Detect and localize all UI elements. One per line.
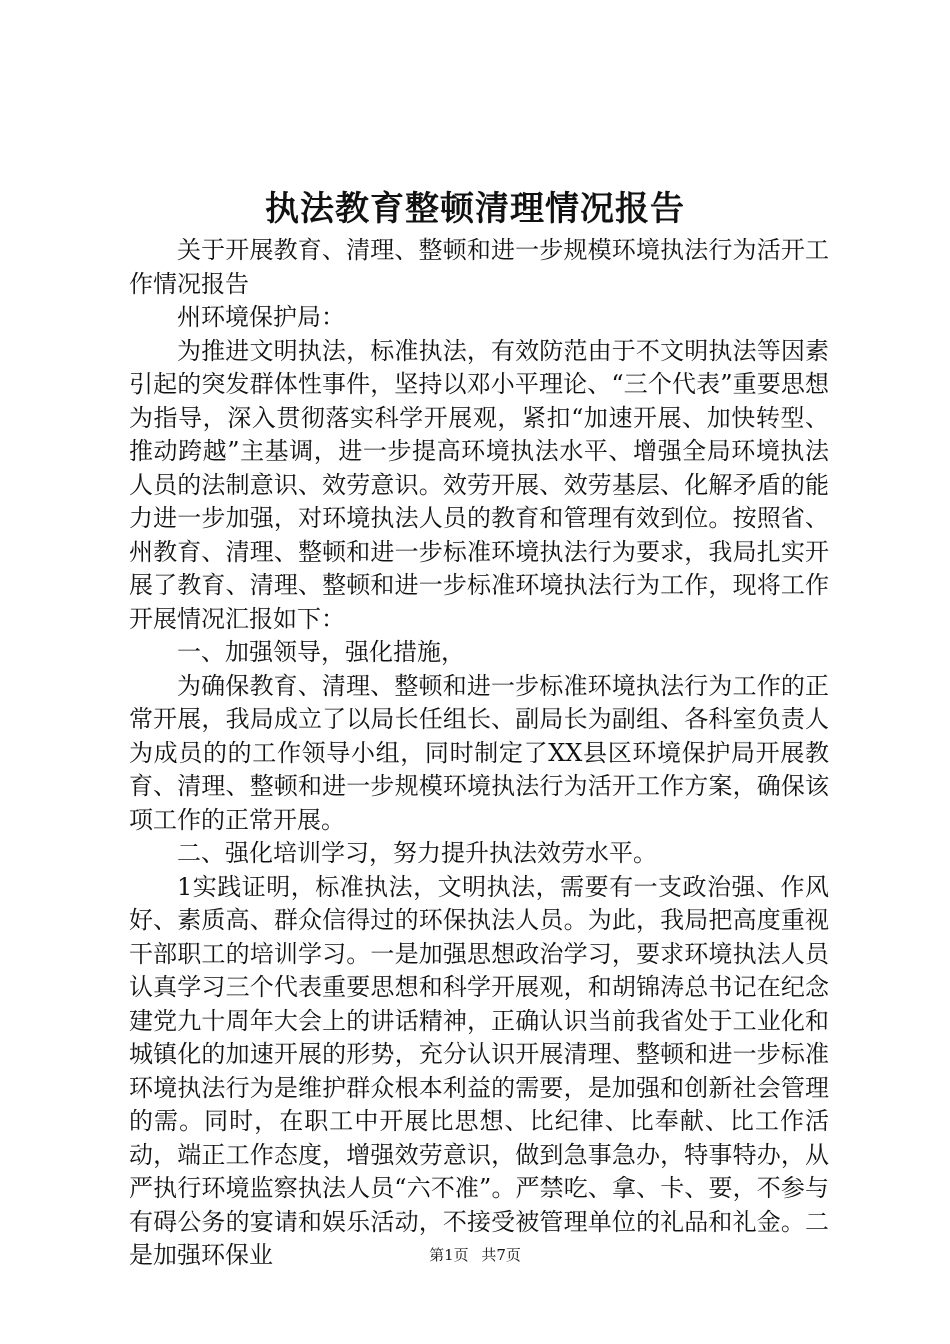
- document-body: [129, 234, 829, 1273]
- page-number: 第1页: [429, 1246, 469, 1264]
- section-heading-2: 二、强化培训学习，努力提升执法效劳水平。: [177, 839, 657, 867]
- document-title: 执法教育整顿清理情况报告: [265, 189, 685, 229]
- section-heading-1: 一、加强领导，强化措施，: [177, 638, 465, 666]
- page-footer: [0, 1245, 950, 1265]
- section-1-paragraph: 为确保教育、清理、整顿和进一步标准环境执法行为工作的正常开展，我局成立了以局长任组长、副局长为副组、各科室负责人为成员的的工作领导小组，同时制定了XX县区环境保护局开展教育、清理、整顿和进一步规模环境执法行为活开工作方案，确保该项工作的正常开展。: [129, 671, 829, 834]
- intro-paragraph: 为推进文明执法，标准执法，有效防范由于不文明执法等因素引起的突发群体性事件，坚持以邓小平理论、“三个代表”重要思想为指导，深入贯彻落实科学开展观，紧扣“加速开展、加快转型、推动跨越”主基调，进一步提高环境执法水平、增强全局环境执法人员的法制意识、效劳意识。效劳开展、效劳基层、化解矛盾的能力进一步加强，对环境执法人员的教育和管理有效到位。按照省、州教育、清理、整顿和进一步标准环境执法行为要求，我局扎实开展了教育、清理、整顿和进一步标准环境执法行为工作，现将工作开展情况汇报如下：: [129, 336, 829, 633]
- section-2-paragraph: 1实践证明，标准执法，文明执法，需要有一支政治强、作风好、素质高、群众信得过的环保执法人员。为此，我局把高度重视干部职工的培训学习。一是加强思想政治学习，要求环境执法人员认真学习三个代表重要思想和科学开展观，和胡锦涛总书记在纪念建党九十周年大会上的讲话精神，正确认识当前我省处于工业化和城镇化的加速开展的形势，充分认识开展清理、整顿和进一步标准环境执法行为是维护群众根本利益的需要，是加强和创新社会管理的需。同时，在职工中开展比思想、比纪律、比奉献、比工作活动，端正工作态度，增强效劳意识，做到急事急办，特事特办，从严执行环境监察执法人员“六不准”。严禁吃、拿、卡、要，不参与有碍公务的宴请和娱乐活动，不接受被管理单位的礼品和礼金。二是加强环保业: [129, 872, 829, 1269]
- report-subtitle-paragraph: 关于开展教育、清理、整顿和进一步规模环境执法行为活开工作情况报告: [129, 236, 829, 298]
- page-total: 共7页: [481, 1246, 521, 1264]
- salutation-paragraph: 州环境保护局：: [177, 303, 345, 331]
